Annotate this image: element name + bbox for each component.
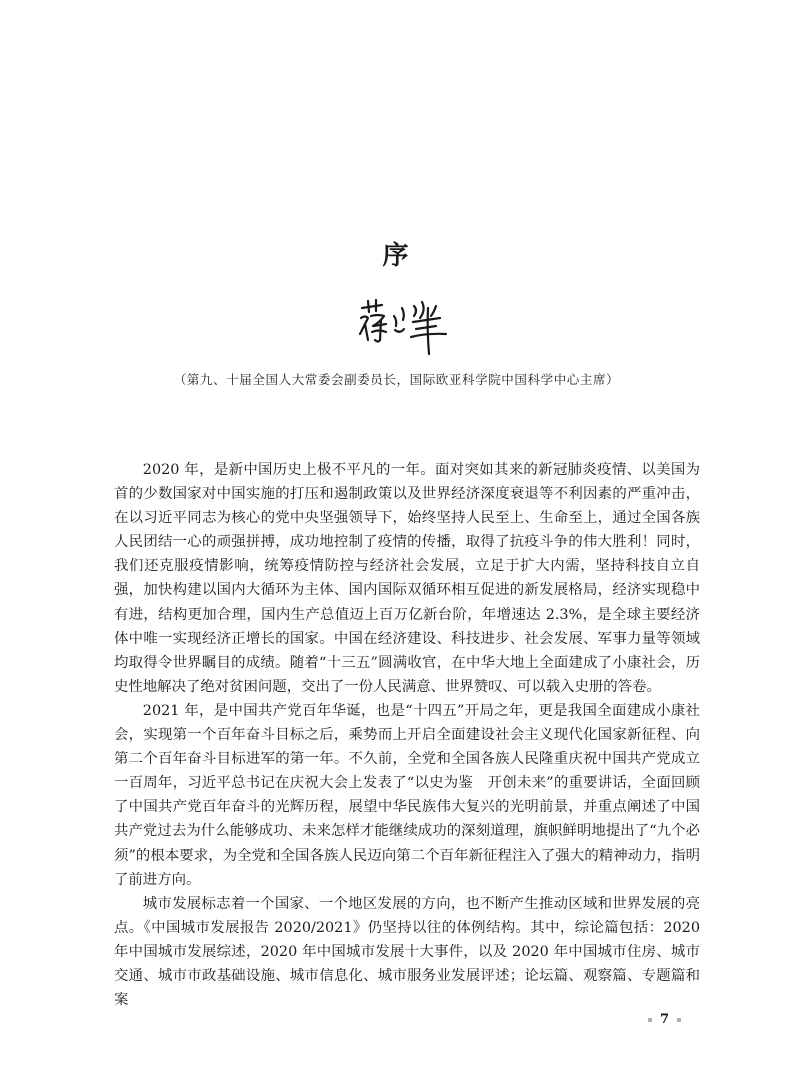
preface-body [114, 458, 700, 1012]
page-number: 7 [660, 1012, 670, 1027]
handwritten-signature [356, 296, 452, 358]
signature-image [356, 296, 452, 358]
page-title: 序 [382, 241, 411, 271]
page-footer [640, 1010, 710, 1030]
footer-dot-right [677, 1018, 681, 1022]
author-affiliation: （第九、十届全国人大常委会副委员长，国际欧亚科学院中国科学中心主席） [173, 372, 620, 387]
paragraph-1: 2020 年，是新中国历史上极不平凡的一年。面对突如其来的新冠肺炎疫情、以美国为首的少数国家对中国实施的打压和遏制政策以及世界经济深度衰退等不利因素的严重冲击，在以习近平同志为核心的党中央坚强领导下，始终坚持人民至上、生命至上，通过全国各族人民团结一心的顽强拼搏，成功地控制了疫情的传播，取得了抗疫斗争的伟大胜利！同时，我们还克服疫情影响，统筹疫情防控与经济社会发展，立足于扩大内需，坚持科技自立自强，加快构建以国内大循环为主体、国内国际双循环相互促进的新发展格局，经济实现稳中有进，结构更加合理，国内生产总值迈上百万亿新台阶，年增速达 2.3%，是全球主要经济体中唯一实现经济正增长的国家。中国在经济建设、科技进步、社会发展、军事力量等领域均取得令世界瞩目的成绩。随着“十三五”圆满收官，在中华大地上全面建成了小康社会，历史性地解决了绝对贫困问题，交出了一份人民满意、世界赞叹、可以载入史册的答卷。 [114, 462, 700, 695]
paragraph-2: 2021 年，是中国共产党百年华诞，也是“十四五”开局之年，更是我国全面建成小康社会，实现第一个百年奋斗目标之后，乘势而上开启全面建设社会主义现代化国家新征程、向第二个百年奋斗目标进军的第一年。不久前，全党和全国各族人民隆重庆祝中国共产党成立一百周年，习近平总书记在庆祝大会上发表了“以史为鉴 开创未来”的重要讲话，全面回顾了中国共产党百年奋斗的光辉历程，展望中华民族伟大复兴的光明前景，并重点阐述了中国共产党过去为什么能够成功、未来怎样才能继续成功的深刻道理，旗帜鲜明地提出了“九个必须”的根本要求，为全党和全国各族人民迈向第二个百年新征程注入了强大的精神动力，指明了前进方向。 [114, 702, 700, 888]
footer-dot-left [648, 1018, 652, 1022]
paragraph-3: 城市发展标志着一个国家、一个地区发展的方向，也不断产生推动区域和世界发展的亮点。《中国城市发展报告 2020/2021》仍坚持以往的体例结构。其中，综论篇包括：2020 年中国城市发展综述，2020 年中国城市发展十大事件，以及 2020 年中国城市住房、城市交通、城市市政基础设施、城市信息化、城市服务业发展评述；论坛篇、观察篇、专题篇和案 [114, 895, 700, 1009]
